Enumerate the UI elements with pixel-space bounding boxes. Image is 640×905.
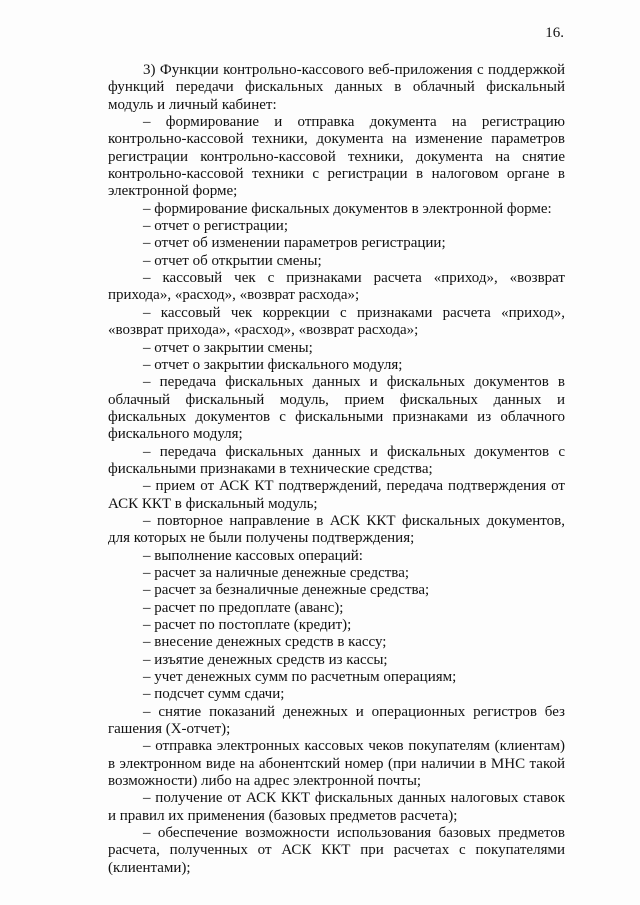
list-item: – учет денежных сумм по расчетным операциям;	[143, 669, 457, 686]
list-item: – изъятие денежных средств из кассы;	[143, 651, 388, 668]
list-item: – расчет за наличные денежные средства;	[143, 564, 410, 581]
document-body	[108, 62, 565, 877]
list-item: – расчет по предоплате (аванс);	[143, 599, 344, 616]
section-heading: 3) Функции контрольно-кассового веб-приложения с поддержкой функций передачи фискальных данных в облачный фискальный модуль и личный кабинет:	[108, 62, 565, 113]
list-item: – снятие показаний денежных и операционных регистров без гашения (X-отчет);	[108, 703, 565, 738]
list-item: – отправка электронных кассовых чеков покупателям (клиентам) в электронном виде на абонентский номер (при наличии в МНС такой возможности) либо на адрес электронной почты;	[108, 738, 565, 790]
list-item: – получение от АСК ККТ фискальных данных налоговых ставок и правил их применения (базовых предметов расчета);	[108, 790, 565, 824]
page-number: 16.	[545, 25, 564, 41]
list-item: – формирование и отправка документа на регистрацию контрольно-кассовой техники, документа на изменение параметров регистрации контрольно-кассовой техники, документа на снятие контрольно-кассовой техники с регистрации в налоговом органе в электронной форме;	[108, 114, 565, 200]
list-item: – отчет о закрытии фискального модуля;	[143, 356, 403, 373]
list-item: – повторное направление в АСК ККТ фискальных документов, для которых не были получены подтверждения;	[108, 512, 565, 547]
list-item: – кассовый чек коррекции с признаками расчета «приход», «возврат прихода», «расход», «возврат расхода»;	[108, 304, 565, 339]
list-item: – внесение денежных средств в кассу;	[143, 634, 387, 651]
list-item: – подсчет сумм сдачи;	[143, 686, 285, 703]
list-item: – передача фискальных данных и фискальных документов с фискальными признаками в технические средства;	[108, 443, 565, 477]
list-item: – формирование фискальных документов в электронной форме:	[143, 200, 552, 217]
list-item: – передача фискальных данных и фискальных документов в облачный фискальный модуль, прием фискальных данных и фискальных документов с фискальными признаками из облачного фискального модуля;	[108, 374, 565, 443]
list-item: – отчет об изменении параметров регистрации;	[143, 235, 446, 252]
list-item: – отчет о регистрации;	[143, 218, 289, 235]
list-item: – прием от АСК КТ подтверждений, передача подтверждения от АСК ККТ в фискальный модуль;	[108, 478, 565, 512]
list-item: – отчет об открытии смены;	[143, 252, 322, 269]
list-item: – кассовый чек с признаками расчета «приход», «возврат прихода», «расход», «возврат расхода»;	[108, 270, 565, 304]
list-item: – выполнение кассовых операций:	[143, 547, 363, 564]
list-item: – обеспечение возможности использования базовых предметов расчета, полученных от АСК ККТ при расчетах с покупателями (клиентами);	[108, 825, 565, 876]
list-item: – расчет за безналичные денежные средства;	[143, 582, 430, 599]
list-item: – расчет по постоплате (кредит);	[143, 617, 352, 633]
list-item: – отчет о закрытии смены;	[143, 339, 313, 356]
